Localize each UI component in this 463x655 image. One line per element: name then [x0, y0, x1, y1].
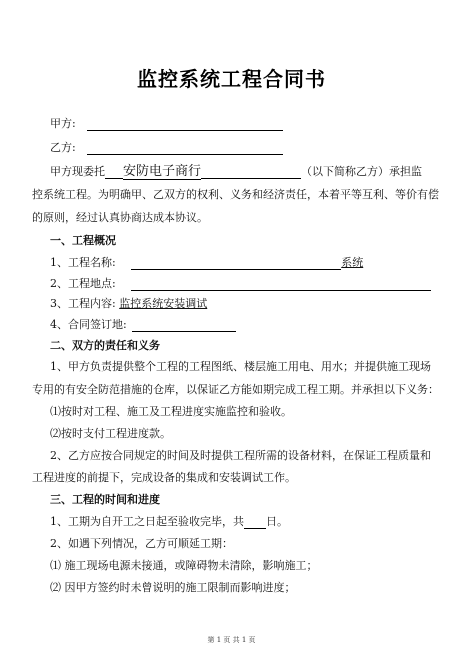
section2-heading: 二、双方的责任和义务 [50, 339, 160, 352]
duration-blank [244, 516, 266, 529]
item1-label: 1、工程名称: [50, 256, 116, 269]
section3-p1-prefix: 1、工期为自开工之日起至验收完毕，共 [50, 515, 244, 528]
item4-blank [132, 319, 236, 332]
section3-p2: 2、如遇下列情况，乙方可顺延工期： [50, 537, 233, 550]
item1-blank [131, 257, 341, 270]
intro-suffix: （以下简称乙方）承担监 [301, 165, 423, 178]
party-b-label: 乙方: [50, 141, 76, 154]
section1-item2 [50, 277, 431, 291]
item1-value: 系统 [341, 256, 364, 269]
item2-label: 2、工程地点: [50, 277, 116, 290]
section3-p1-suffix: 日。 [266, 515, 288, 528]
party-a-blank [87, 118, 283, 131]
party-a-line [50, 117, 283, 131]
section2-p1-line1: 1、甲方负责提供整个工程的工程图纸、楼层施工用电、用水；并提供施工现场 [50, 360, 431, 373]
party-b-line [50, 141, 283, 155]
page-title: 监控系统工程合同书 [137, 67, 326, 91]
section3-p1 [50, 515, 288, 529]
intro-blank-right [201, 166, 301, 179]
item3-value: 监控系统安装调试 [119, 297, 208, 310]
intro-company: 安防电子商行 [123, 164, 202, 179]
section2-p2-line1: 2、乙方应按合同规定的时间及时提供工程所需的设备材料，在保证工程质量和 [50, 449, 431, 462]
section2-sub2: ⑵按时支付工程进度款。 [50, 427, 171, 440]
section1-item1 [50, 256, 363, 270]
intro-line-3: 的原则，经过认真协商达成本协议。 [32, 211, 208, 224]
item2-blank [131, 278, 431, 291]
section3-heading: 三、工程的时间和进度 [50, 493, 160, 506]
item4-label: 4、合同签订地: [50, 318, 127, 331]
party-b-blank [87, 142, 283, 155]
party-a-label: 甲方: [50, 117, 76, 130]
item3-label: 3、工程内容: [50, 297, 116, 310]
section3-sub2: ⑵ 因甲方签约时未曾说明的施工限制而影响进度； [50, 581, 296, 594]
section1-item3 [50, 297, 207, 311]
intro-prefix: 甲方现委托 [50, 165, 105, 178]
section3-sub1: ⑴ 施工现场电源未接通，或障碍物未清除，影响施工； [50, 559, 318, 572]
section1-heading: 一、工程概况 [50, 234, 116, 247]
intro-line-2: 控系统工程。为明确甲、乙双方的权利、义务和经济责任，本着平等互利、等价有偿 [32, 188, 439, 201]
section2-sub1: ⑴按时对工程、施工及工程进度实施监控和验收。 [50, 405, 292, 418]
section2-p1-line2: 专用的有安全防范措施的仓库，以保证乙方能如期完成工程工期。并承担以下义务： [32, 383, 439, 396]
page-footer: 第 1 页 共 1 页 [207, 636, 256, 644]
intro-blank-left [105, 166, 123, 179]
section1-item4 [50, 318, 236, 332]
intro-line-1 [50, 165, 422, 179]
section2-p2-line2: 工程进度的前提下，完成设备的集成和安装调试工作。 [32, 471, 296, 484]
